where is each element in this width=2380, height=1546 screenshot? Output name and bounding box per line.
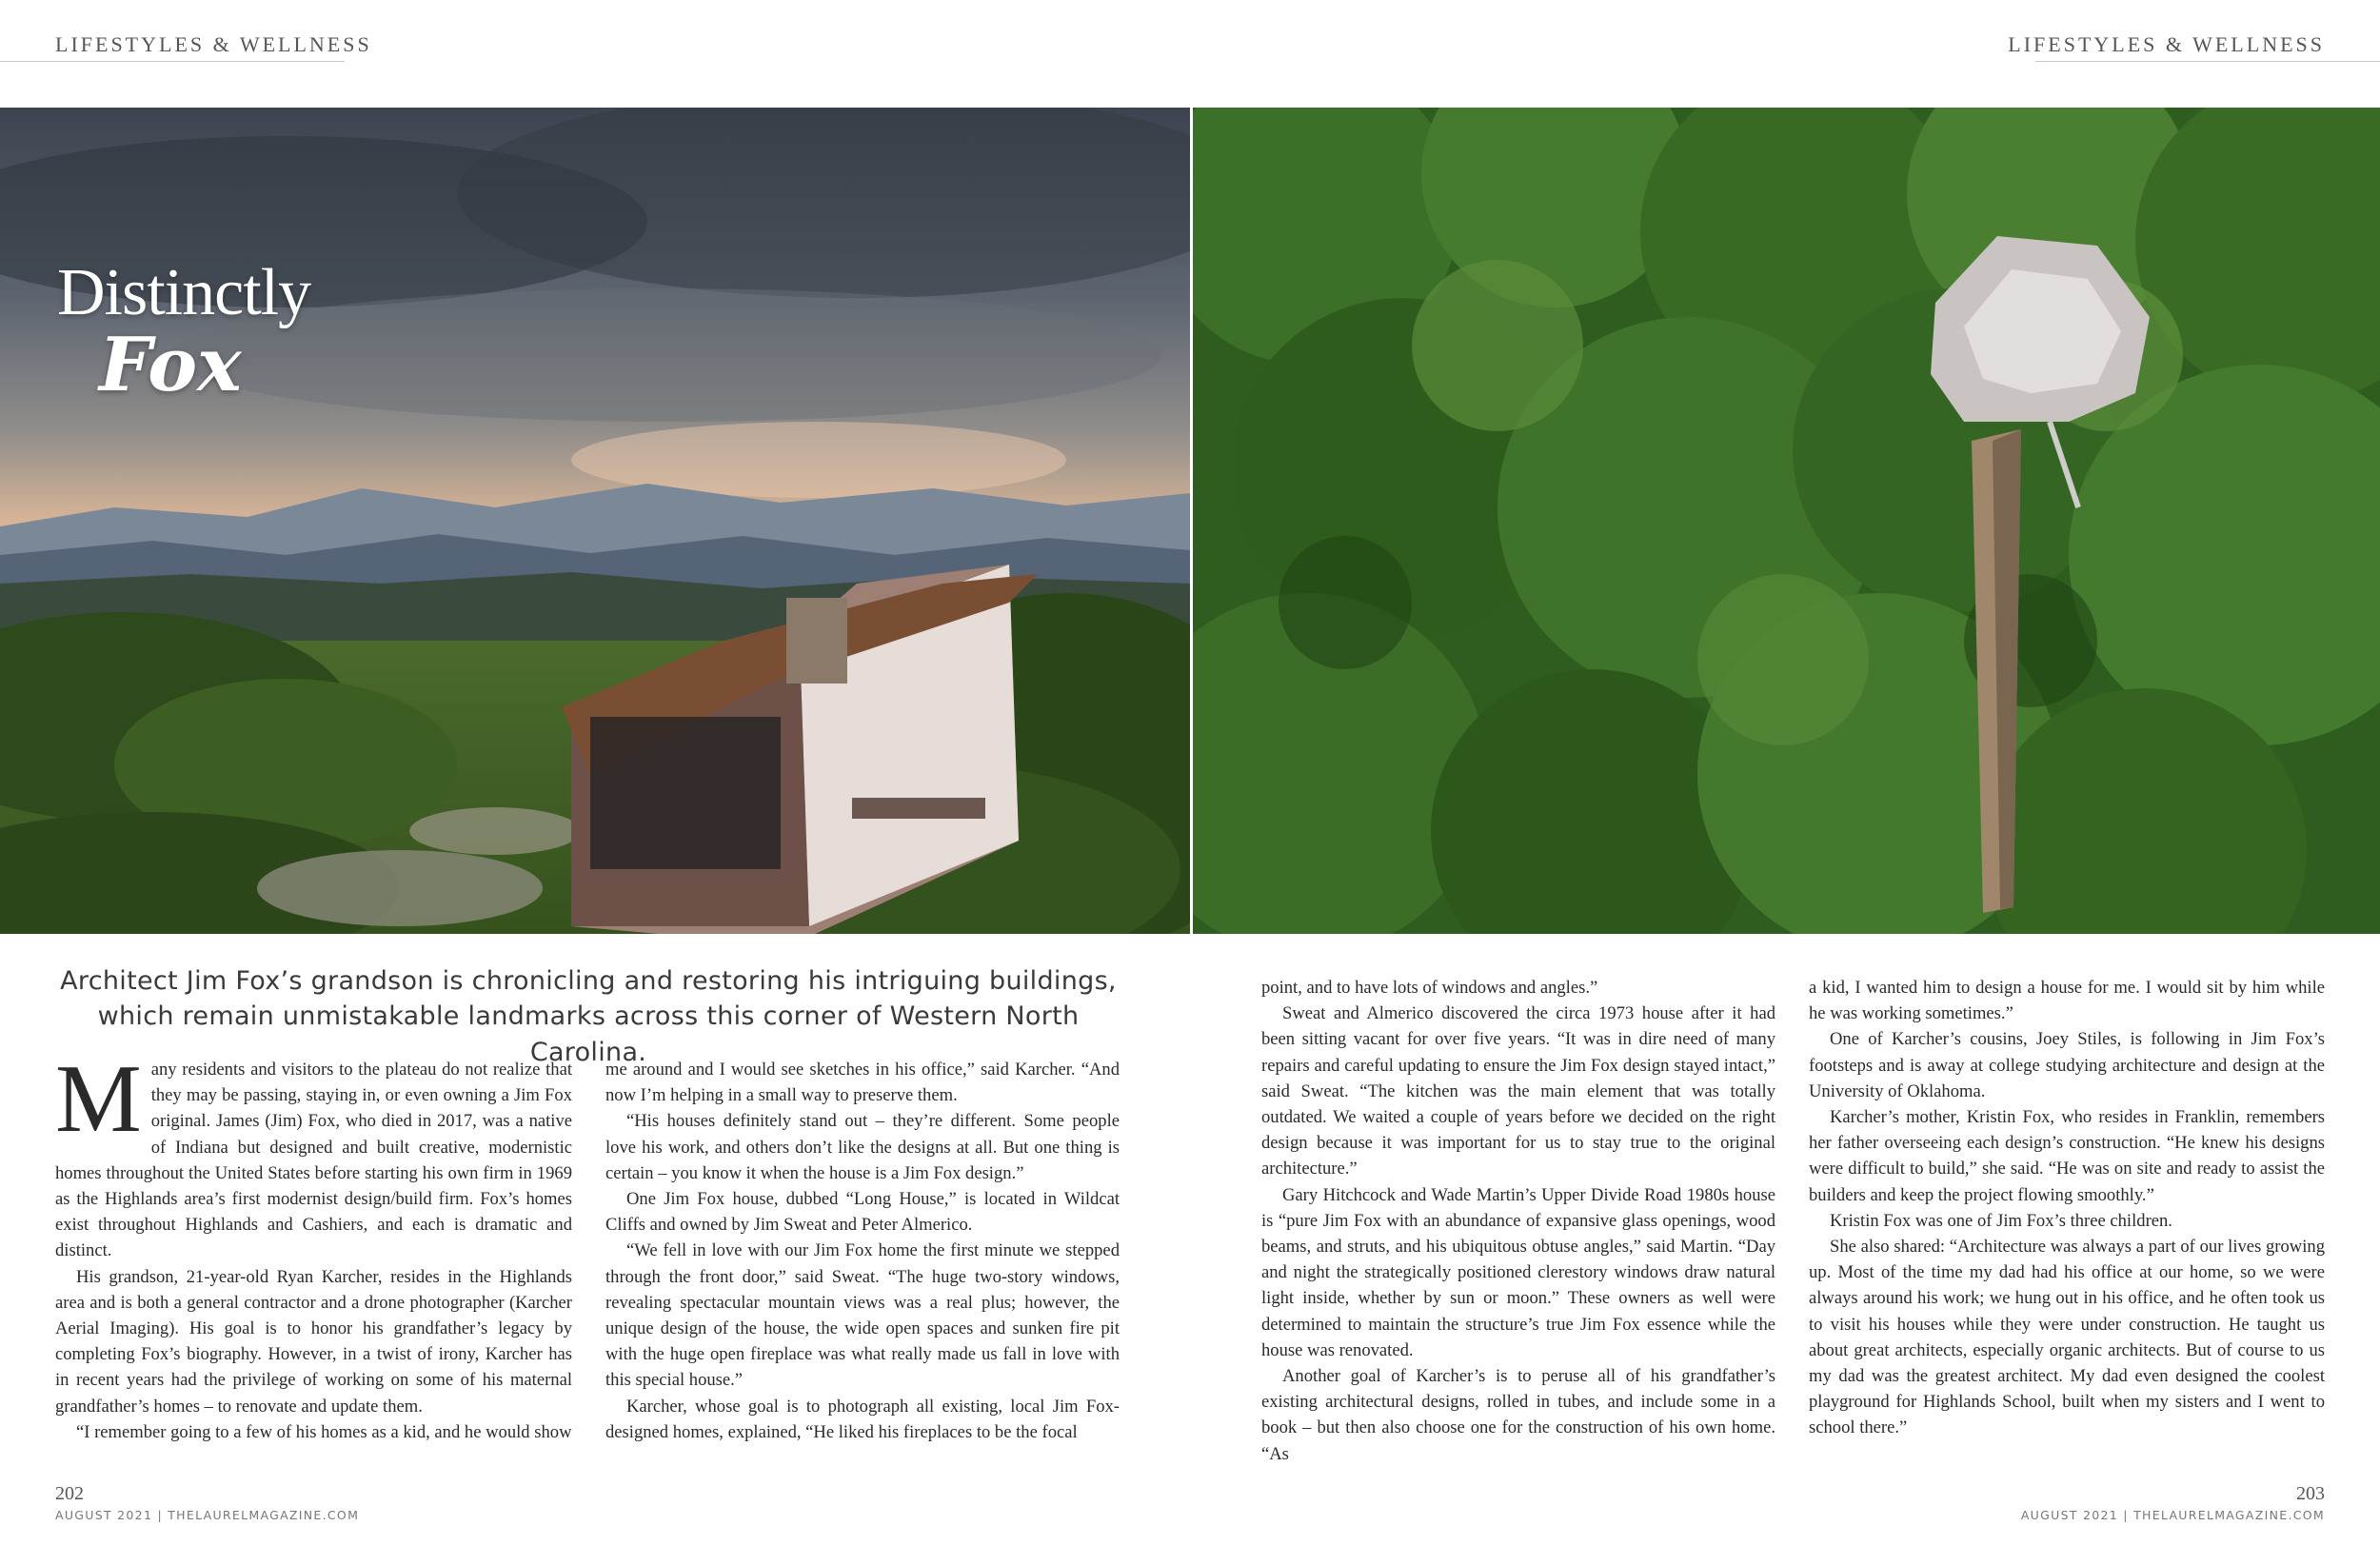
article-column-2 xyxy=(605,1057,1120,1445)
drop-cap: M xyxy=(55,1045,142,1153)
header-rule-right xyxy=(2035,61,2380,62)
issue-footer-left: AUGUST 2021 | THELAURELMAGAZINE.COM xyxy=(55,1508,360,1522)
paragraph: me around and I would see sketches in his office,” said Karcher. “And now I’m helping in a small way to preserve them. xyxy=(605,1060,1120,1106)
headline-distinctly: Distinctly xyxy=(57,256,311,329)
article-column-1 xyxy=(55,1045,572,1445)
paragraph: She also shared: “Architecture was always a part of our lives growing up. Most of the time my dad had his office at our home, so we were always around his work; we hung out in his office, and he often took us to visit his houses while they were under construction. He taught us about great architects, especially organic architects. But of course to us my dad was the greatest architect. My dad even designed the coolest playground for Highlands School, built when my sisters and I went to school there.” xyxy=(1809,1237,2325,1438)
section-label-left: LIFESTYLES & WELLNESS xyxy=(55,32,372,56)
forest-tower-photo xyxy=(1193,108,2380,934)
paragraph: “I remember going to a few of his homes as a kid, and he would show xyxy=(76,1421,572,1442)
paragraph: any residents and visitors to the plateau do not realize that they may be passing, staying in, or even owning a Jim Fox original. James (Jim) Fox, who died in 2017, was a native of Indiana but designed and built creative, modernistic homes throughout the United States before starting his own firm in 1969 as the Highlands area’s first modernist design/build firm. Fox’s homes exist throughout Highlands and Cashiers, and each is dramatic and distinct. xyxy=(55,1060,572,1261)
paragraph: Karcher, whose goal is to photograph all existing, local Jim Fox-designed homes, explained, “He liked his fireplaces to be the focal xyxy=(605,1396,1120,1442)
page-number-left: 202 xyxy=(55,1483,84,1504)
paragraph: Another goal of Karcher’s is to peruse all of his grandfather’s existing architectural designs, rolled in tubes, and include some in a book – but then also choose one for the construction of his own home. “As xyxy=(1261,1366,1775,1464)
section-label-right: LIFESTYLES & WELLNESS xyxy=(2008,32,2325,56)
article-headline xyxy=(57,256,311,408)
paragraph: One Jim Fox house, dubbed “Long House,” is located in Wildcat Cliffs and owned by Jim Sweat and Peter Almerico. xyxy=(605,1189,1120,1236)
paragraph: “We fell in love with our Jim Fox home the first minute we stepped through the front door,” said Sweat. “The huge two-story windows, revealing spectacular mountain views was a real plus; however, the unique design of the house, the wide open spaces and sunken fire pit with the huge open fireplace was what really made us fall in love with this special house.” xyxy=(605,1240,1120,1391)
paragraph: One of Karcher’s cousins, Joey Stiles, is following in Jim Fox’s footsteps and is away at college studying architecture and design at the University of Oklahoma. xyxy=(1809,1029,2325,1101)
article-column-3 xyxy=(1261,975,1775,1467)
page-number-right: 203 xyxy=(2296,1483,2325,1504)
paragraph: Karcher’s mother, Kristin Fox, who resides in Franklin, remembers her father overseeing each design’s construction. “He knew his designs were difficult to build,” she said. “He was on site and ready to assist the builders and keep the project flowing smoothly.” xyxy=(1809,1107,2325,1205)
paragraph: Kristin Fox was one of Jim Fox’s three children. xyxy=(1830,1210,2172,1231)
paragraph: Gary Hitchcock and Wade Martin’s Upper Divide Road 1980s house is “pure Jim Fox with an abundance of expansive glass openings, wood beams, and struts, and his ubiquitous obtuse angles,” said Martin. “Day and night the strategically positioned clerestory windows draw natural light inside, whether by sun or moon.” These owners as well were determined to maintain the structure’s true Jim Fox essence while the house was renovated. xyxy=(1261,1184,1775,1360)
paragraph: “His houses definitely stand out – they’re different. Some people love his work, and others don’t like the designs at all. But one thing is certain – you know it when the house is a Jim Fox design.” xyxy=(605,1111,1120,1183)
paragraph: point, and to have lots of windows and angles.” xyxy=(1261,978,1598,998)
issue-footer-right: AUGUST 2021 | THELAURELMAGAZINE.COM xyxy=(2020,1508,2325,1522)
header-rule-left xyxy=(0,61,345,62)
paragraph: a kid, I wanted him to design a house for me. I would sit by him while he was working sometimes.” xyxy=(1809,978,2325,1024)
article-column-4 xyxy=(1809,975,2325,1441)
paragraph: His grandson, 21-year-old Ryan Karcher, resides in the Highlands area and is both a general contractor and a drone photographer (Karcher Aerial Imaging). His goal is to honor his grandfather’s legacy by completing Fox’s biography. However, in a twist of irony, Karcher has in recent years had the privilege of working on some of his maternal grandfather’s homes – to renovate and update them. xyxy=(55,1266,572,1417)
article-dek: Architect Jim Fox’s grandson is chronicling and restoring his intriguing buildings, which remain unmistakable landmarks across this corner of Western North Carolina. xyxy=(60,966,1117,1067)
paragraph: Sweat and Almerico discovered the circa 1973 house after it had been sitting vacant for over five years. “It was in dire need of many repairs and careful updating to ensure the Jim Fox design stayed intact,” said Sweat. “The kitchen was the main element that was totally outdated. We waited a couple of years before we decided on the right design because it was important for us to stay true to the original architecture.” xyxy=(1261,1003,1775,1179)
headline-fox: Fox xyxy=(99,322,242,408)
mountain-house-photo xyxy=(0,108,1190,934)
